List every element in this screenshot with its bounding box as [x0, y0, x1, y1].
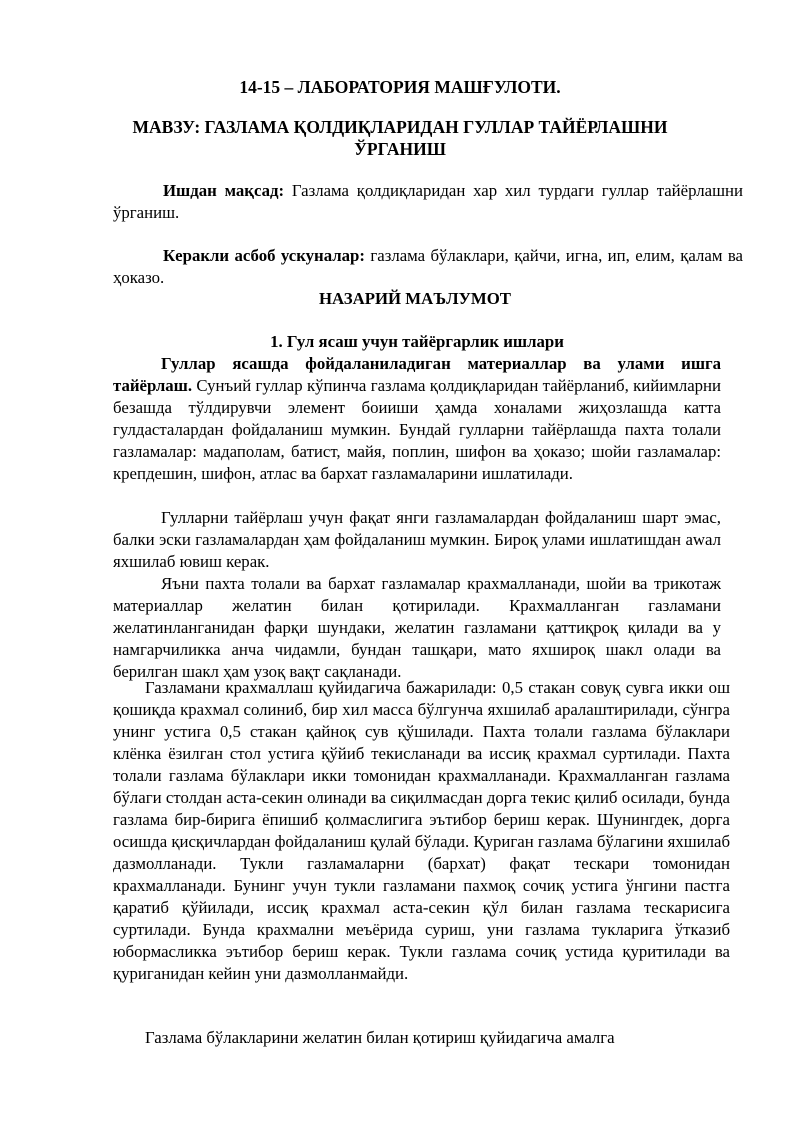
goal-text: Газлама қолдиқларидан хар хил турдаги гуллар тайёрлашни ўрганиш. [113, 181, 743, 222]
tools-paragraph [113, 245, 743, 289]
tools-label: Кeракли асбоб ускуналар: [163, 246, 365, 265]
document-title: 14-15 – ЛАБОРАТОРИЯ МАШҒУЛОТИ. [239, 77, 561, 97]
tools-text: газлама бўлаклари, қайчи, игна, ип, елим, қалам ва ҳоказо. [113, 246, 743, 287]
paragraph-1-bold: Гуллар ясашда фойдаланиладиган материаллар ва улами ишга тайёрлаш. [113, 354, 721, 395]
paragraph-1 [113, 353, 721, 485]
paragraph-3: Яъни пахта толали ва бархат газламалар крахмалланади, шойи ва трикотаж материаллар желатин билан қотирилади. Крахмалланган газламани желатинланганидан фарқи шундаки, желатин газламани қаттиқроқ қилади ва у намгарчиликка анча чидамли, бундан ташқари, мато яхшироқ шакл олади ва берилган шакл ҳам узоқ вақт сақланади. [113, 574, 721, 681]
subject-heading: МАВЗУ: ГАЗЛАМА ҚОЛДИҚЛАРИДАН ГУЛЛАР ТАЙЁРЛАШНИ ЎРГАНИШ [132, 117, 668, 159]
subsection-heading: 1. Гул ясаш учун тайёргарлик ишлари [270, 332, 564, 351]
section-heading: НАЗАРИЙ МАЪЛУМОТ [319, 289, 511, 308]
goal-label: Ишдан мақсад: [163, 181, 285, 200]
goal-paragraph [113, 180, 743, 224]
paragraph-4: Газламани крахмаллаш қуйидагича бажарилади: 0,5 стакан совуқ сувга икки ош қошиқда крахмал солиниб, бир хил масса бўлгунча яхшилаб аралаштирилади, сўнгра унинг устига 0,5 стакан қайноқ сув қўшилади. Пахта толали газлама бўлаклари клёнка ёзилган стол устига қўйиб текисланади ва иссиқ крахмал суртилади. Пахта толали газлама бўлаклари икки томонидан крахмалланади. Крахмалланган газлама бўлаги столдан аста-секин олинади ва сиқилмасдан дорга текис қилиб осилади, бунда газлама бир-бирига ёпишиб қолмаслигига эътибор бериш керак. Шунингдек, дорга осишда қисқичлардан фойдаланиш қулай бўлади. Қуриган газлама бўлагини яхшилаб дазмолланади. Тукли газламаларни (бархат) фақат тескари томонидан крахмалланади. Бунинг учун тукли газламани пахмоқ сочиқ устига ўнгини пастга қаратиб қўйилади, иссиқ крахмал аста-секин қўл билан газлама тескарисига суртилади. Бунда крахмални меъёрида суриш, уни газлама тукларига ўтказиб юбормасликка эътибор бериш керак. Тукли газлама сочиқ устида қуритилади ва қуриганидан кейин уни дазмолланмайди. [113, 678, 730, 983]
paragraph-1-text: Сунъий гуллар кўпинча газлама қолдиқларидан тайёрланиб, кийимларни безашда тўлдирувчи элемент боииши ҳамда хоналами жиҳозлашда катта гулдасталардан фойдаланиш мумкин. Бундай гулларни тайёрлашда пахта толали газламалар: мадаполам, батист, майя, поплин, шифон ва ҳоказо; шойи газламалар: крепдешин, шифон, атлас ва бархат газламаларини ишлатилади. [113, 376, 721, 483]
paragraph-2: Гулларни тайёрлаш учун фақат янги газламалардан фойдаланиш шарт эмас, балки эски газламалардан ҳам фойдаланиш мумкин. Бироқ улами ишлатишдан awал яхшилаб ювиш керак. [113, 508, 721, 571]
paragraph-5: Газлама бўлакларини желатин билан қотириш қуйидагича амалга [145, 1028, 615, 1047]
